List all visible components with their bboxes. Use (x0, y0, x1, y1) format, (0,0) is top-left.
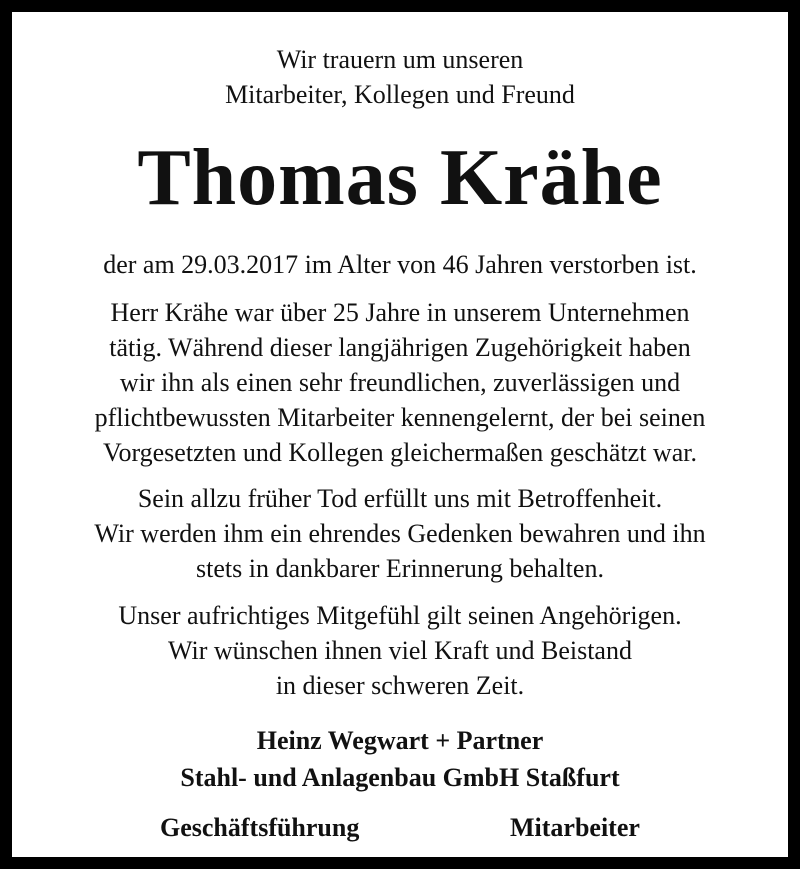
paragraph-line: Unser aufrichtiges Mitgefühl gilt seinen Angehörigen. (118, 601, 682, 630)
paragraph-line: in dieser schweren Zeit. (275, 671, 525, 700)
death-text: der am 29.03.2017 im Alter von 46 Jahren verstorben ist. (103, 250, 697, 279)
deceased-name: Thomas Krähe (137, 134, 663, 222)
death-date-line (12, 247, 788, 282)
signer-management: Geschäftsführung (160, 813, 360, 842)
paragraph-line: Wir wünschen ihnen viel Kraft und Beistand (168, 636, 632, 665)
paragraph-line: tätig. Während dieser langjährigen Zugehörigkeit haben (109, 333, 691, 362)
company-legal-name: Stahl- und Anlagenbau GmbH Staßfurt (180, 763, 620, 792)
company-name: Heinz Wegwart + Partner (256, 726, 544, 755)
paragraph-line: Herr Krähe war über 25 Jahre in unserem Unternehmen (110, 298, 690, 327)
paragraph-line: stets in dankbarer Erinnerung behalten. (196, 554, 604, 583)
grief-paragraph (12, 481, 788, 586)
intro-text (12, 42, 788, 112)
paragraph-line: pflichtbewussten Mitarbeiter kennengelernt, der bei seinen (94, 403, 706, 432)
intro-line: Mitarbeiter, Kollegen und Freund (225, 80, 575, 109)
paragraph-line: Sein allzu früher Tod erfüllt uns mit Betroffenheit. (137, 484, 663, 513)
paragraph-line: Vorgesetzten und Kollegen gleichermaßen geschätzt war. (103, 438, 697, 467)
paragraph-line: Wir werden ihm ein ehrendes Gedenken bewahren und ihn (94, 519, 706, 548)
sympathy-paragraph (12, 598, 788, 703)
signer-employees: Mitarbeiter (510, 813, 640, 842)
company-signature (12, 722, 788, 796)
intro-line: Wir trauern um unseren (276, 45, 524, 74)
paragraph-line: wir ihn als einen sehr freundlichen, zuverlässigen und (119, 368, 681, 397)
career-paragraph (12, 295, 788, 470)
